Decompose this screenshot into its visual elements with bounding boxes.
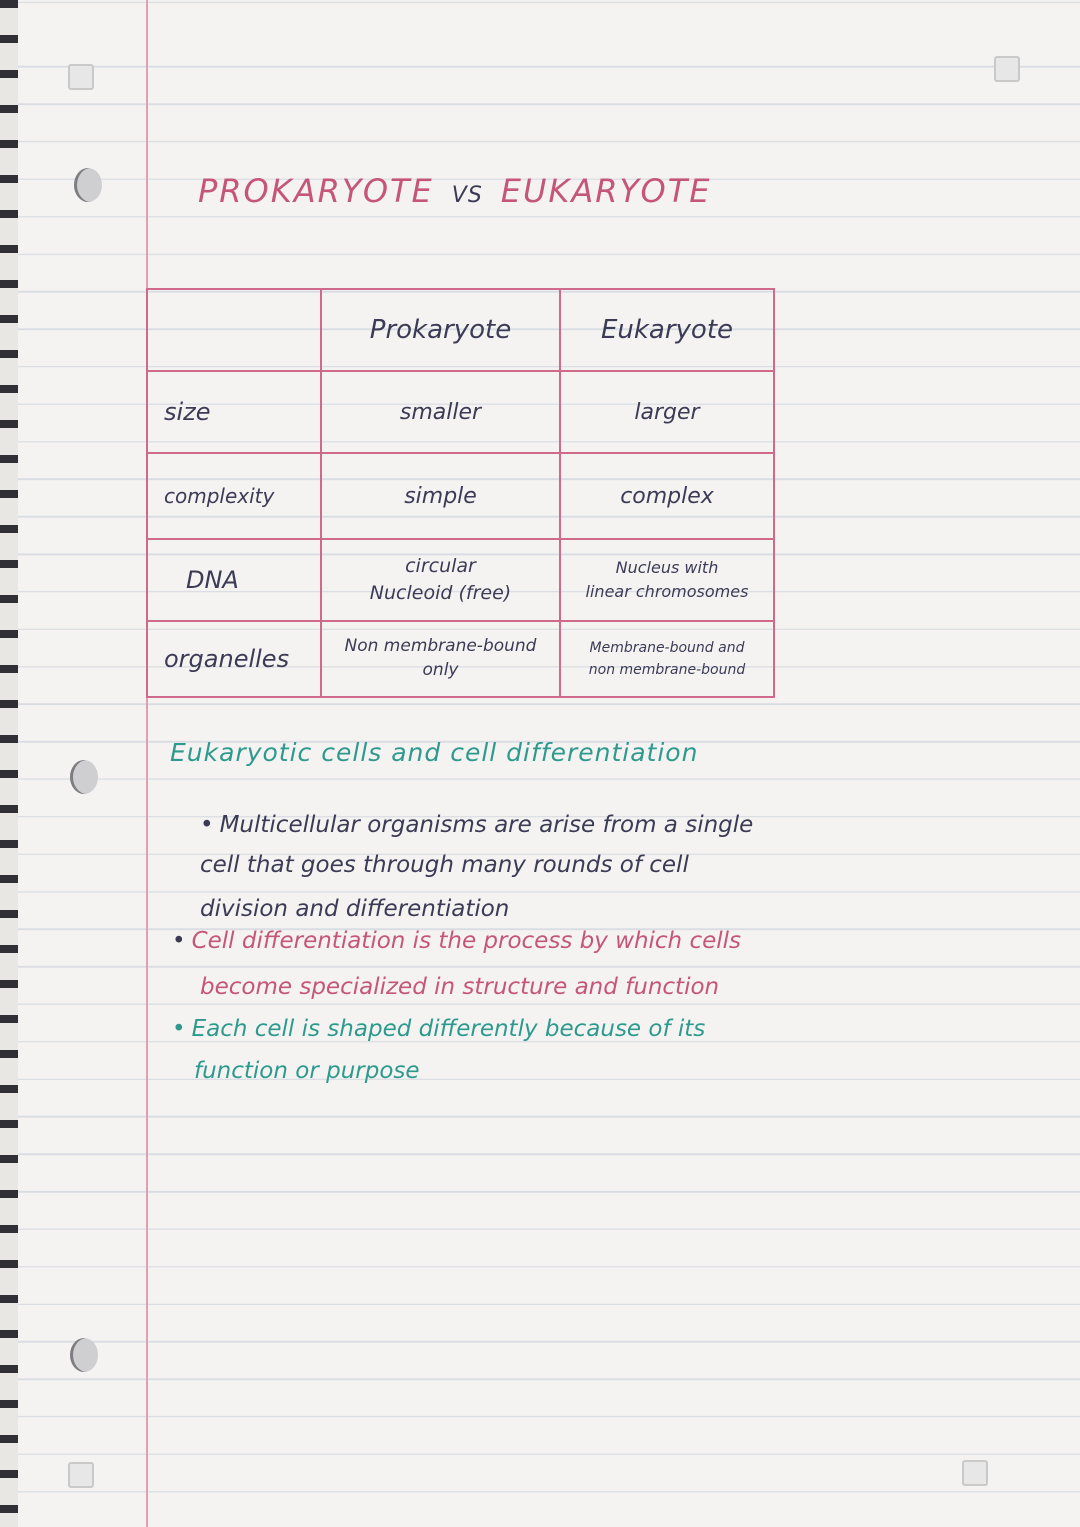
corner-mark — [68, 64, 94, 90]
bullet-dot: • — [172, 1016, 186, 1042]
cell-line: Membrane-bound and — [589, 639, 745, 656]
row-label: organelles — [147, 621, 321, 697]
header-cell-prokaryote: Prokaryote — [321, 289, 560, 371]
cell-line: only — [422, 660, 459, 680]
table-row — [147, 621, 774, 697]
prokaryote-cell: smaller — [321, 371, 560, 453]
table-header-row — [147, 289, 774, 371]
bullet-line: function or purpose — [194, 1058, 420, 1084]
cell-line: circular — [405, 555, 476, 578]
row-label: size — [147, 371, 321, 453]
cell-line: non membrane-bound — [588, 662, 746, 678]
binder-hole — [74, 168, 102, 202]
bullet-line — [172, 928, 741, 954]
section-heading: Eukaryotic cells and cell differentiation — [170, 738, 699, 767]
eukaryote-cell — [560, 621, 774, 697]
row-label: complexity — [147, 453, 321, 539]
corner-mark — [962, 1460, 988, 1486]
bullet-text: Multicellular organisms are arise from a single — [219, 812, 754, 838]
binder-hole — [70, 760, 98, 794]
eukaryote-cell — [560, 539, 774, 621]
comparison-table — [146, 288, 775, 698]
cell-line: Nucleoid (free) — [369, 582, 512, 604]
table-row — [147, 539, 774, 621]
prokaryote-cell — [321, 539, 560, 621]
prokaryote-cell — [321, 621, 560, 697]
cell-line: Nucleus with — [615, 558, 719, 577]
corner-mark — [68, 1462, 94, 1488]
title-eukaryote: EUKARYOTE — [500, 172, 712, 210]
cell-line: linear chromosomes — [585, 582, 749, 601]
bullet-line: cell that goes through many rounds of cell — [200, 852, 689, 878]
bullet-line: become specialized in structure and function — [200, 974, 720, 1000]
bullet-line — [172, 1016, 705, 1042]
spiral-binding — [0, 0, 18, 1527]
prokaryote-cell: simple — [321, 453, 560, 539]
cell-line: Non membrane-bound — [344, 636, 537, 657]
bullet-text: Each cell is shaped differently because of its — [191, 1016, 706, 1042]
eukaryote-cell: larger — [560, 371, 774, 453]
row-label: DNA — [147, 539, 321, 621]
title-prokaryote: PROKARYOTE — [198, 172, 434, 210]
table-row — [147, 453, 774, 539]
header-cell-empty — [147, 289, 321, 371]
bullet-dot: • — [200, 812, 214, 838]
bullet-dot: • — [172, 928, 186, 954]
eukaryote-cell: complex — [560, 453, 774, 539]
margin-line — [146, 0, 148, 1527]
table-row — [147, 371, 774, 453]
page-title — [198, 172, 711, 210]
binder-hole — [70, 1338, 98, 1372]
bullet-text: Cell differentiation is the process by which cells — [191, 928, 742, 954]
header-cell-eukaryote: Eukaryote — [560, 289, 774, 371]
corner-mark — [994, 56, 1020, 82]
bullet-line — [200, 812, 753, 838]
bullet-line: division and differentiation — [200, 896, 510, 922]
title-vs: VS — [451, 183, 483, 208]
